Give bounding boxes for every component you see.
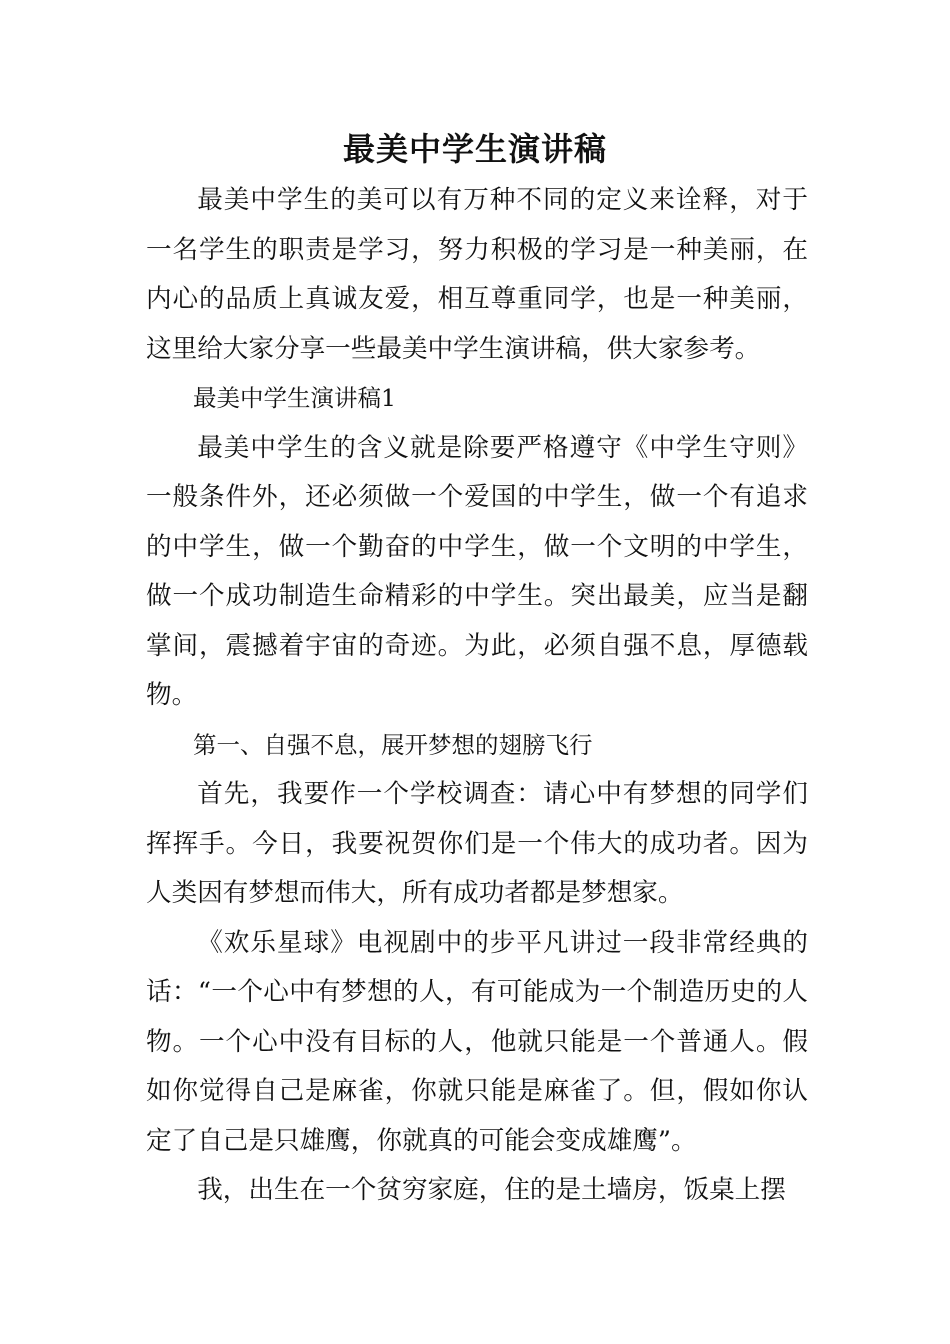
section-heading-speech-1: 最美中学生演讲稿1	[193, 384, 396, 412]
section-heading-first: 第一、自强不息，展开梦想的翅膀飞行	[193, 730, 593, 759]
intro-paragraph: 最美中学生的美可以有万种不同的定义来诠释，对于一名学生的职责是学习，努力积极的学习是一种美丽，在内心的品质上真诚友爱，相互尊重同学，也是一种美丽，这里给大家分享一些最美中学生演讲稿，供大家参考。	[146, 185, 808, 364]
document-body	[146, 176, 808, 1216]
body-paragraph: 《欢乐星球》电视剧中的步平凡讲过一段非常经典的话：“一个心中有梦想的人，有可能成为一个制造历史的人物。一个心中没有目标的人，他就只能是一个普通人。假如你觉得自己是麻雀，你就只能是麻雀了。但，假如你认定了自己是只雄鹰，你就真的可能会变成雄鹰”。	[146, 927, 808, 1156]
body-paragraph: 首先，我要作一个学校调查：请心中有梦想的同学们挥挥手。今日，我要祝贺你们是一个伟大的成功者。因为人类因有梦想而伟大，所有成功者都是梦想家。	[146, 779, 808, 908]
body-paragraph: 我，出生在一个贫穷家庭，住的是土墙房，饭桌上摆	[197, 1175, 786, 1205]
document-title: 最美中学生演讲稿	[342, 130, 607, 168]
body-paragraph: 最美中学生的含义就是除要严格遵守《中学生守则》一般条件外，还必须做一个爱国的中学生，做一个有追求的中学生，做一个勤奋的中学生，做一个文明的中学生，做一个成功制造生命精彩的中学生。突出最美，应当是翻掌间，震撼着宇宙的奇迹。为此，必须自强不息，厚德载物。	[146, 432, 808, 710]
